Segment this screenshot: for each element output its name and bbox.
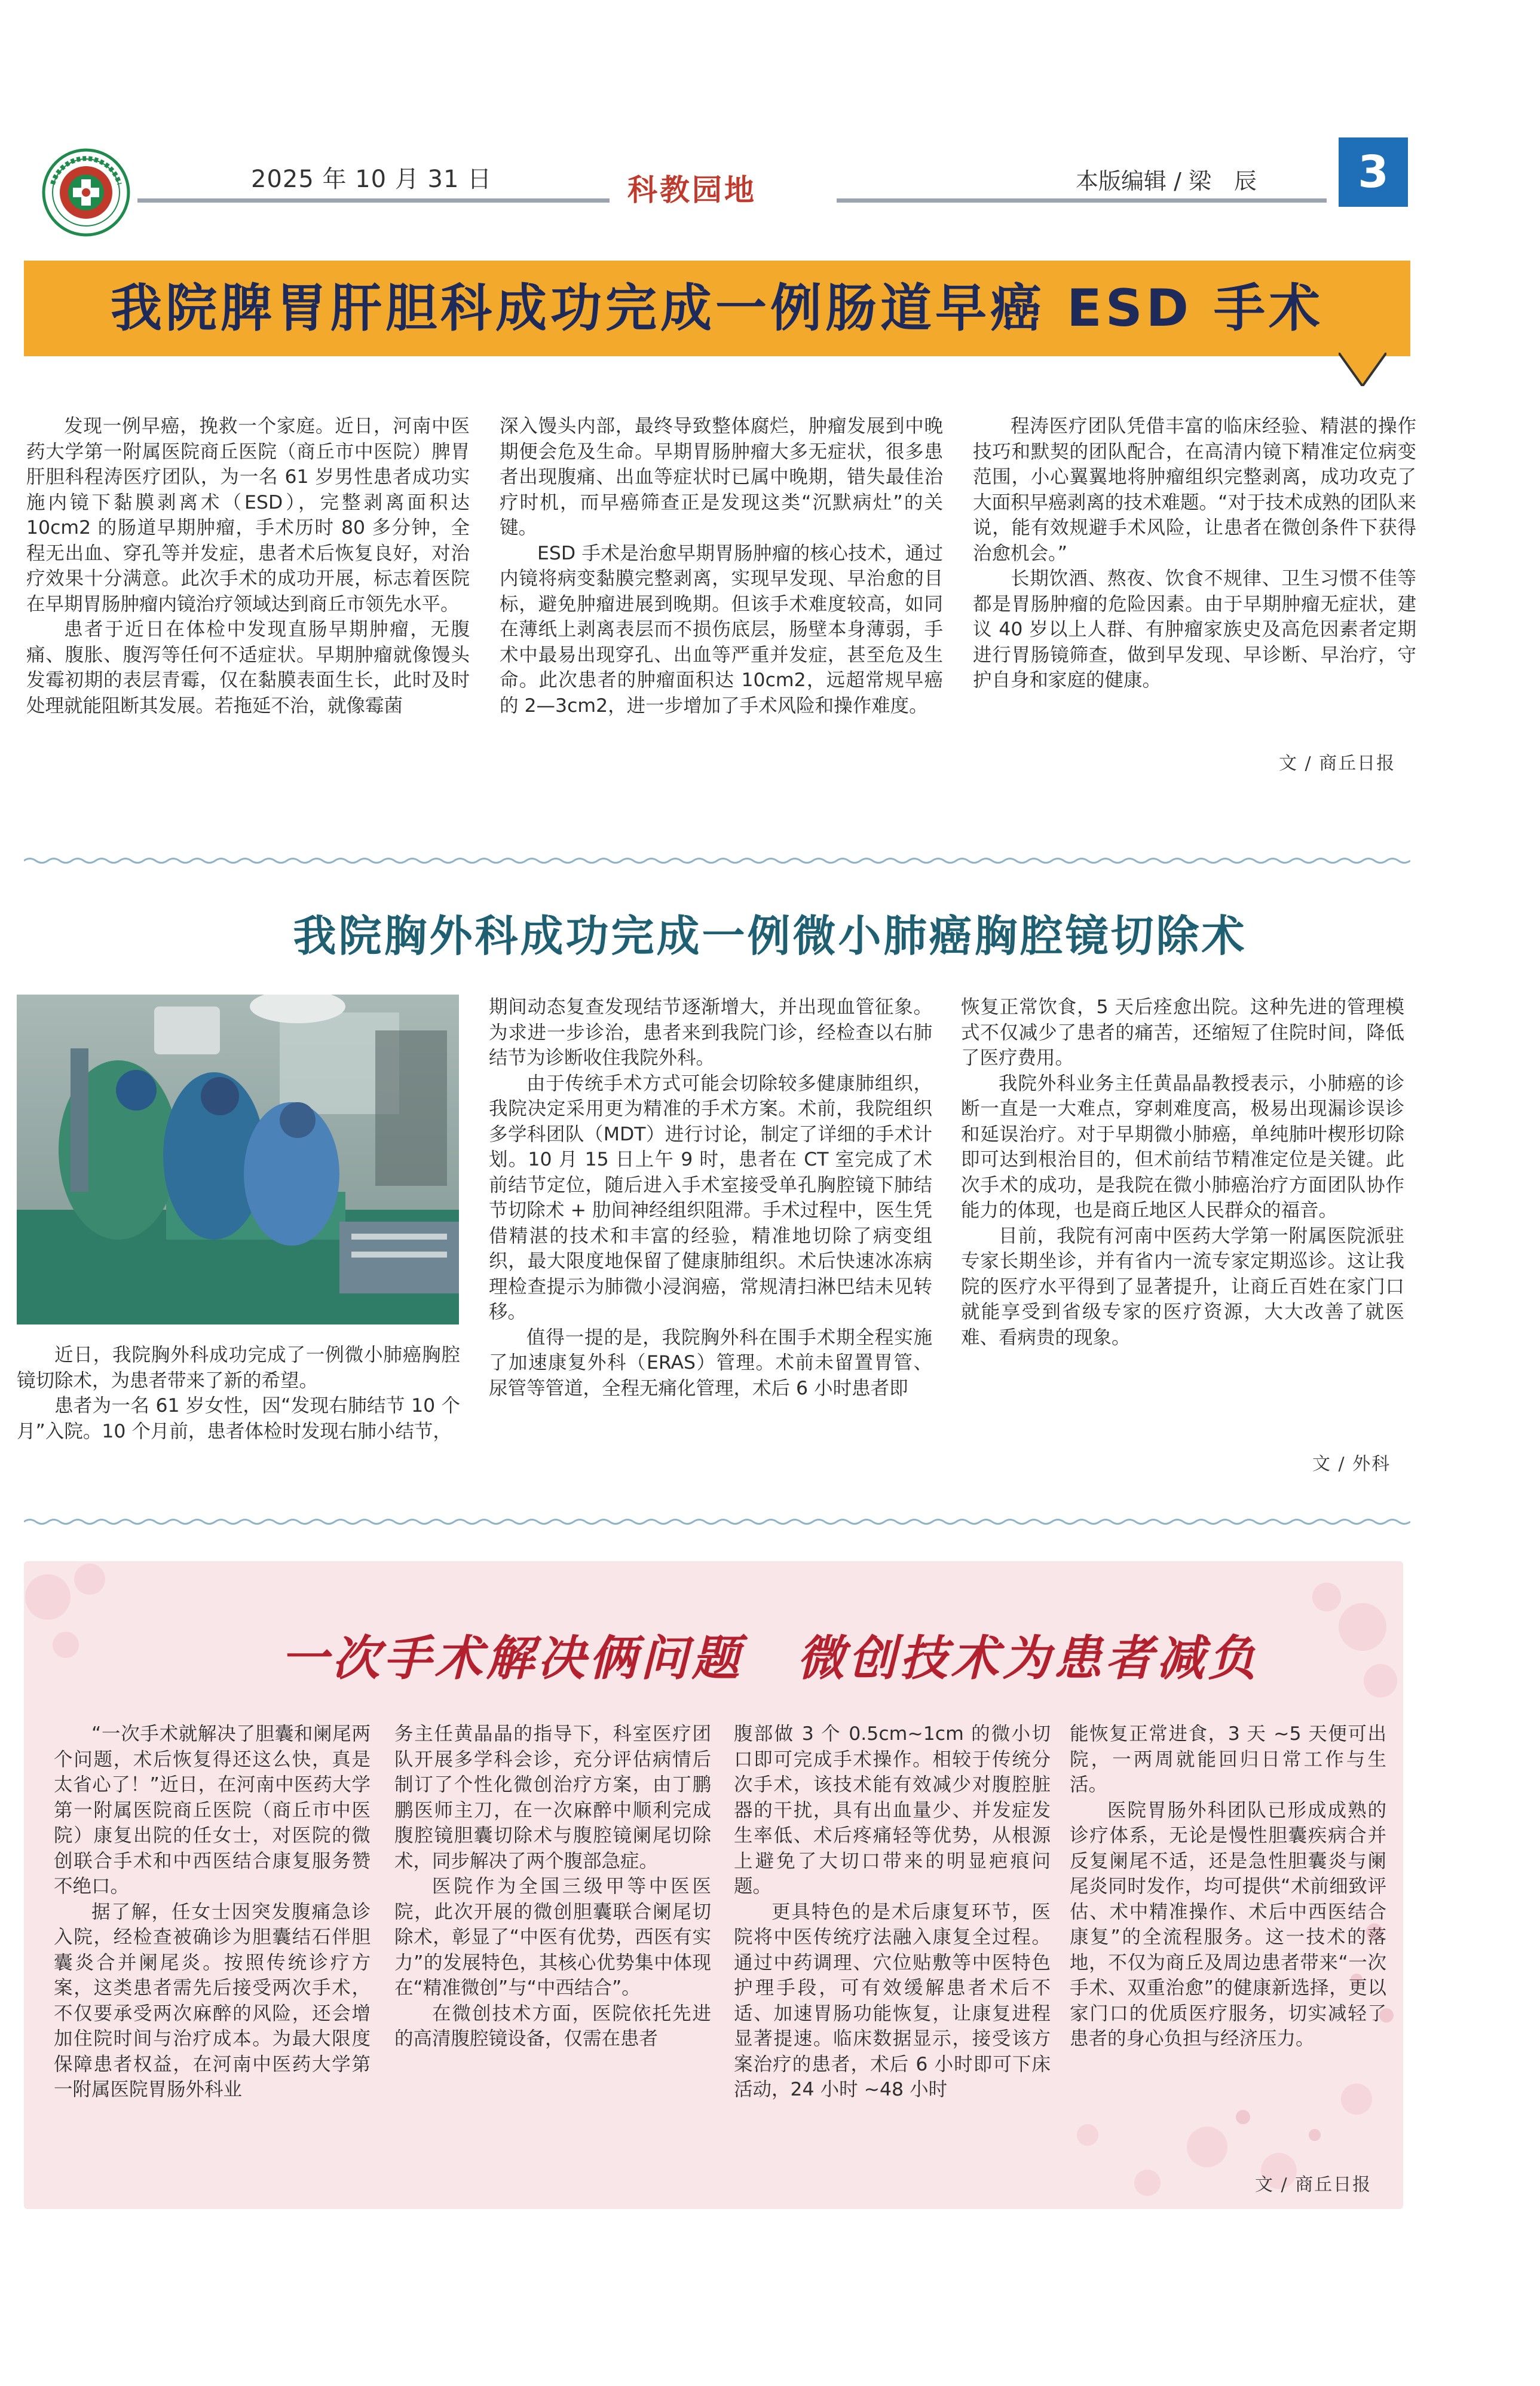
article3-column-3 [734,1721,1051,2103]
section-divider [24,856,1410,864]
paragraph: 由于传统手术方式可能会切除较多健康肺组织，我院决定采用更为精准的手术方案。术前，我院组织多学科团队（MDT）进行讨论，制定了详细的手术计划。10 月 15 日上午 9 时，患者在 CT 室完成了术前结节定位，随后进入手术室接受单孔胸腔镜下肺结节切除术 + 肋间神经组织阻滞。手术过程中，医生凭借精湛的技术和丰富的经验，精准地切除了病变组织，最大限度地保留了健康肺组织。术后快速冰冻病理检查提示为肺微小浸润癌，常规清扫淋巴结未见转移。 [489,1072,932,1323]
paragraph: 近日，我院胸外科成功完成了一例微小肺癌胸腔镜切除术，为患者带来了新的希望。 [17,1344,460,1391]
article3-column-4 [1070,1721,1386,2052]
article3-title [0,1620,1540,1688]
article1-column-1 [26,414,470,718]
banner-pointer-icon [1339,353,1386,389]
paragraph: 据了解，任女士因突发腹痛急诊入院，经检查被确诊为胆囊结石伴胆囊炎合并阑尾炎。按照传统诊疗方案，这类患者需先后接受两次手术，不仅要承受两次麻醉的风险，还会增加住院时间与治疗成本。为最大限度保障患者权益，在河南中医药大学第一附属医院胃肠外科业 [54,1901,371,2100]
paragraph: 患者于近日在体检中发现直肠早期肿瘤，无腹痛、腹胀、腹泻等任何不适症状。早期肿瘤就像馒头发霉初期的表层青霉，仅在黏膜表面生长，此时及时处理就能阻断其发展。若拖延不治，就像霉菌 [26,619,470,717]
paragraph: 目前，我院有河南中医药大学第一附属医院派驻专家长期坐诊，并有省内一流专家定期巡诊。这让我院的医疗水平得到了显著提升，让商丘百姓在家门口就能享受到省级专家的医疗资源，大大改善了就医难、看病贵的现象。 [961,1225,1404,1348]
article2-column-3 [961,995,1404,1350]
article2-byline: 文 / 外科 [1312,1454,1391,1475]
article1-column-2 [500,414,943,718]
page-number: 3 [1339,137,1408,207]
issue-date: 2025 年 10 月 31 日 [251,166,492,193]
article3-title-part1: 一次手术解决俩问题 [280,1630,743,1686]
paragraph: 值得一提的是，我院胸外科在围手术期全程实施了加速康复外科（ERAS）管理。术前未留置胃管、尿管等管道，全程无痛化管理，术后 6 小时患者即 [489,1326,932,1399]
paragraph: 更具特色的是术后康复环节，医院将中医传统疗法融入康复全过程。通过中药调理、穴位贴敷等中医特色护理手段，可有效缓解患者术后不适、加速胃肠功能恢复，让康复进程显著提速。临床数据显示，接受该方案治疗的患者，术后 6 小时即可下床活动，24 小时 ~48 小时 [734,1901,1051,2100]
article3-title-part2: 微创技术为患者减负 [797,1630,1260,1686]
paragraph: 患者为一名 61 岁女性，因“发现右肺结节 10 个月”入院。10 个月前，患者体检时发现右肺小结节， [17,1395,460,1442]
paragraph: 在微创技术方面，医院依托先进的高清腹腔镜设备，仅需在患者 [394,2002,711,2049]
masthead-rule-right [837,198,1327,203]
paragraph: 我院外科业务主任黄晶晶教授表示，小肺癌的诊断一直是一大难点，穿刺难度高，极易出现漏诊误诊和延误治疗。对于早期微小肺癌，单纯肺叶楔形切除即可达到根治目的，但术前结节精准定位是关键。此次手术的成功，是我院在微小肺癌治疗方面团队协作能力的体现，也是商丘地区人民群众的福音。 [961,1072,1404,1221]
article3-byline: 文 / 商丘日报 [1255,2174,1372,2195]
article1-byline: 文 / 商丘日报 [1279,753,1396,774]
paragraph: 务主任黄晶晶的指导下，科室医疗团队开展多学科会诊，充分评估病情后制订了个性化微创治疗方案，由丁鹏鹏医师主刀，在一次麻醉中顺利完成腹腔镜胆囊切除术与腹腔镜阑尾切除术，同步解决了两个腹部急症。 [394,1723,711,1872]
paragraph: “一次手术就解决了胆囊和阑尾两个问题，术后恢复得还这么快，真是太省心了！”近日，在河南中医药大学第一附属医院商丘医院（商丘市中医院）康复出院的任女士，对医院的微创联合手术和中西医结合康复服务赞不绝口。 [54,1723,371,1897]
paragraph: 医院胃肠外科团队已形成成熟的诊疗体系，无论是慢性胆囊疾病合并反复阑尾不适，还是急性胆囊炎与阑尾炎同时发作，均可提供“术前细致评估、术中精准操作、术后中西医结合康复”的全流程服务。这一技术的落地，不仅为商丘及周边患者带来“一次手术、双重治愈”的健康新选择，更以家门口的优质医疗服务，切实减轻了患者的身心负担与经济压力。 [1070,1799,1386,2049]
surgery-photo [17,995,459,1324]
article2-column-1 [17,1342,460,1444]
paragraph: 期间动态复查发现结节逐渐增大，并出现血管征象。为求进一步诊治，患者来到我院门诊，经检查以右肺结节为诊断收住我院外科。 [489,996,932,1069]
article3-column-1 [54,1721,371,2103]
paragraph: 能恢复正常进食，3 天 ~5 天便可出院，一两周就能回归日常工作与生活。 [1070,1723,1386,1795]
article1-title: 我院脾胃肝胆科成功完成一例肠道早癌 ESD 手术 [111,279,1324,338]
paragraph: 医院作为全国三级甲等中医医院，此次开展的微创胆囊联合阑尾切除术，彰显了“中医有优势，西医有实力”的发展特色，其核心优势集中体现在“精准微创”与“中西结合”。 [394,1876,711,1999]
paragraph: ESD 手术是治愈早期胃肠肿瘤的核心技术，通过内镜将病变黏膜完整剥离，实现早发现、早治愈的目标，避免肿瘤进展到晚期。但该手术难度较高，如同在薄纸上剥离表层而不损伤底层，肠壁本身薄弱，手术中最易出现穿孔、出血等严重并发症，甚至危及生命。此次患者的肿瘤面积达 10cm2，远超常规早癌的 2—3cm2，进一步增加了手术风险和操作难度。 [500,542,943,717]
paragraph: 发现一例早癌，挽救一个家庭。近日，河南中医药大学第一附属医院商丘医院（商丘市中医院）脾胃肝胆科程涛医疗团队，为一名 61 岁男性患者成功实施内镜下黏膜剥离术（ESD），完整剥离面积达 10cm2 的肠道早期肿瘤，手术历时 80 多分钟，全程无出血、穿孔等并发症，患者术后恢复良好，对治疗效果十分满意。此次手术的成功开展，标志着医院在早期胃肠肿瘤内镜治疗领域达到商丘市领先水平。 [26,415,470,615]
paragraph: 深入馒头内部，最终导致整体腐烂，肿瘤发展到中晚期便会危及生命。早期胃肠肿瘤大多无症状，很多患者出现腹痛、出血等症状时已属中晚期，错失最佳治疗时机，而早癌筛查正是发现这类“沉默病灶”的关键。 [500,415,943,539]
section-title: 科教园地 [627,172,757,207]
article3-column-2 [394,1721,711,2052]
hospital-logo [42,148,130,237]
paragraph: 程涛医疗团队凭借丰富的临床经验、精湛的操作技巧和默契的团队配合，在高清内镜下精准定位病变范围，小心翼翼地将肿瘤组织完整剥离，成功攻克了大面积早癌剥离的技术难题。“对于技术成熟的团队来说，能有效规避手术风险，让患者在微创条件下获得治愈机会。” [973,415,1416,564]
paragraph: 恢复正常饮食，5 天后痊愈出院。这种先进的管理模式不仅减少了患者的痛苦，还缩短了住院时间，降低了医疗费用。 [961,996,1404,1069]
paragraph: 腹部做 3 个 0.5cm~1cm 的微小切口即可完成手术操作。相较于传统分次手术，该技术能有效减少对腹腔脏器的干扰，具有出血量少、并发症发生率低、术后疼痛轻等优势，从根源上避免了大切口带来的明显疤痕问题。 [734,1723,1051,1897]
section-divider [24,1517,1410,1525]
article2-title: 我院胸外科成功完成一例微小肺癌胸腔镜切除术 [293,911,1247,961]
paragraph: 长期饮酒、熬夜、饮食不规律、卫生习惯不佳等都是胃肠肿瘤的危险因素。由于早期肿瘤无症状，建议 40 岁以上人群、有肿瘤家族史及高危因素者定期进行胃肠镜筛查，做到早发现、早诊断、早治疗，守护自身和家庭的健康。 [973,568,1416,691]
page-editor: 本版编辑 / 梁 辰 [1076,168,1257,194]
masthead-rule-left [137,198,610,203]
article1-column-3 [973,414,1416,693]
article2-column-2 [489,995,932,1401]
